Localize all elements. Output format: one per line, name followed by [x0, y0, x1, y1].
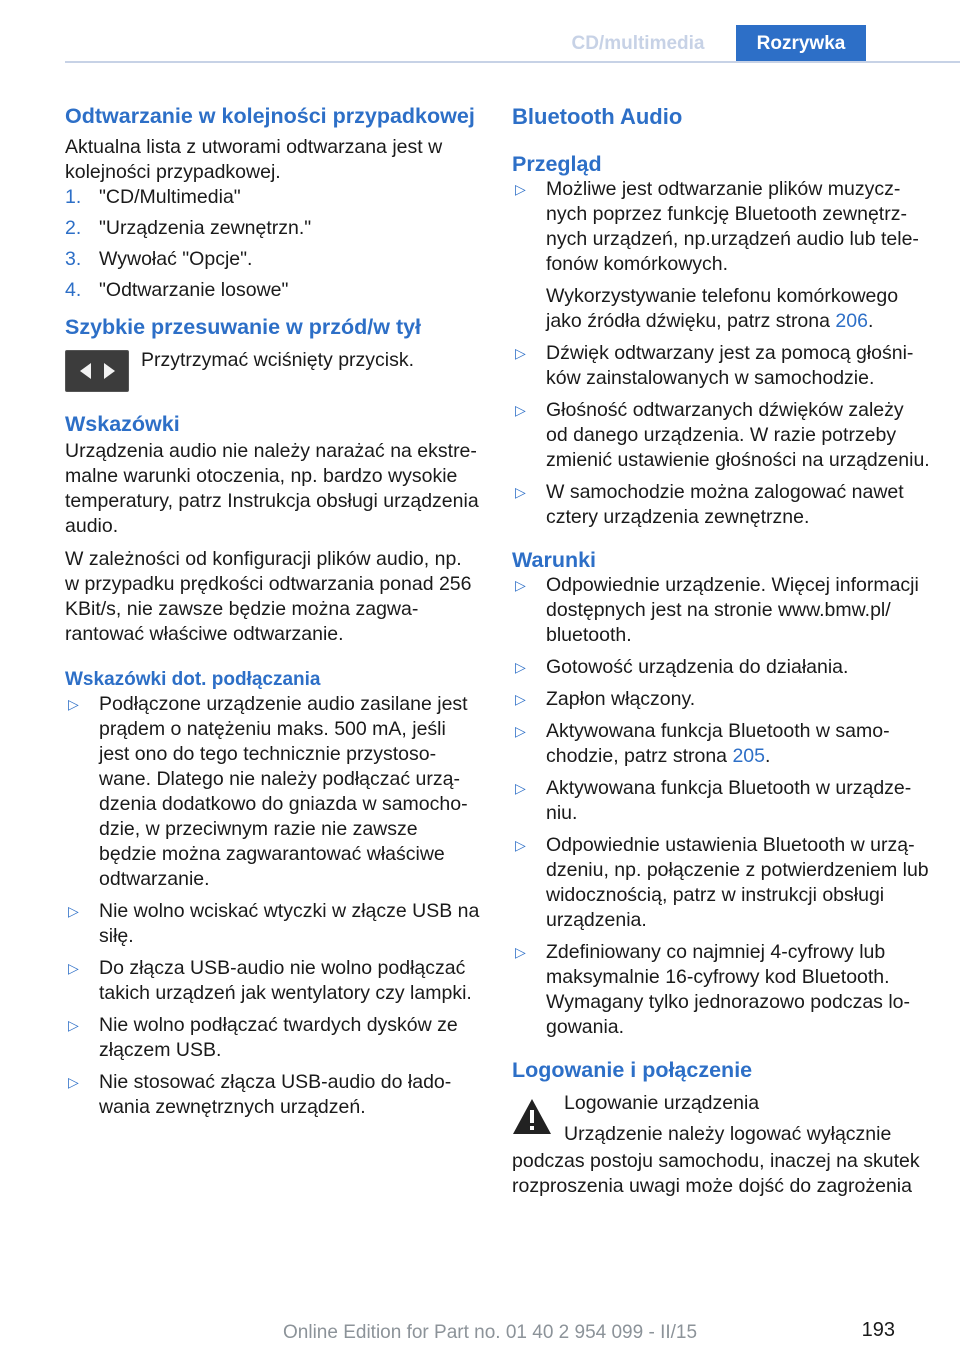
- heading-fast-forward: Szybkie przesuwanie w przód/w tył: [65, 315, 422, 339]
- triangle-bullet-icon: ▷: [515, 659, 526, 675]
- page-number: 193: [861, 1319, 895, 1341]
- triangle-bullet-icon: ▷: [68, 1017, 79, 1033]
- triangle-bullet-icon: ▷: [515, 345, 526, 361]
- step-item: [65, 247, 480, 272]
- heading-conditions: Warunki: [512, 548, 597, 572]
- note-tail: .: [867, 310, 874, 332]
- list-item-tail: .: [764, 745, 771, 767]
- triangle-bullet-icon: ▷: [515, 780, 526, 796]
- list-item-text: Aktywowana funkcja Bluetooth w urządzeniu.: [546, 777, 912, 824]
- list-item: [512, 687, 930, 712]
- list-item: [65, 692, 480, 892]
- list-item: [512, 940, 930, 1040]
- list-item: [512, 833, 930, 933]
- connection-hints-list: [65, 692, 480, 1120]
- step-text: "Urządzenia zewnętrzn.": [99, 217, 312, 239]
- step-number: 3.: [65, 248, 82, 270]
- list-item-text: Nie wolno podłączać twardych dysków ze złączem USB.: [99, 1014, 458, 1061]
- triangle-bullet-icon: ▷: [68, 696, 79, 712]
- list-item: [512, 177, 930, 334]
- list-item-text: Nie stosować złącza USB-audio do ładowania zewnętrznych urządzeń.: [99, 1071, 452, 1118]
- warning-text-block: [564, 1091, 891, 1147]
- list-item-text: W samochodzie można zalogować nawet cztery urządzenia zewnętrzne.: [546, 481, 904, 528]
- triangle-bullet-icon: ▷: [515, 723, 526, 739]
- triangle-bullet-icon: ▷: [515, 837, 526, 853]
- warning-continuation: podczas postoju samochodu, inaczej na skutek rozproszenia uwagi może dojść do zagrożenia: [512, 1150, 920, 1197]
- list-item-text: Zdefiniowany co najmniej 4-cyfrowy lub maksymalnie 16-cyfrowy kod Bluetooth. Wymagany tylko jednorazowo podczas logowania.: [546, 941, 911, 1038]
- list-item-note: [546, 284, 930, 334]
- list-item: [65, 899, 480, 949]
- page-reference-link[interactable]: 206: [835, 310, 868, 332]
- heading-bluetooth-audio: Bluetooth Audio: [512, 104, 683, 129]
- step-number: 1.: [65, 186, 82, 208]
- hints-paragraph-1: Urządzenia audio nie należy narażać na ekstremalne warunki otoczenia, np. bardzo wysokie temperatury, patrz Instrukcja obsługi urządzenia audio.: [65, 440, 479, 537]
- section-tab-cd-multimedia: CD/multimedia: [571, 33, 705, 54]
- list-item-text: Możliwe jest odtwarzanie plików muzycznych poprzez funkcję Bluetooth zewnętrznych urządzeń, np.urządzeń audio lub telefonów komórkowych.: [546, 178, 919, 275]
- seek-forward-icon: [104, 363, 115, 379]
- triangle-bullet-icon: ▷: [68, 960, 79, 976]
- heading-shuffle: Odtwarzanie w kolejności przypadkowej: [65, 104, 475, 128]
- triangle-bullet-icon: ▷: [515, 402, 526, 418]
- triangle-bullet-icon: ▷: [515, 181, 526, 197]
- overview-list: [512, 177, 930, 530]
- list-item: [65, 956, 480, 1006]
- left-column: [65, 104, 480, 1127]
- header-divider: [65, 61, 960, 63]
- list-item: [512, 655, 930, 680]
- list-item-text: Odpowiednie urządzenie. Więcej informacji dostępnych jest na stronie www.bmw.pl/ bluetooth.: [546, 574, 919, 646]
- heading-login-connection: Logowanie i połączenie: [512, 1058, 753, 1082]
- heading-hints: Wskazówki: [65, 412, 180, 436]
- list-item-text: Podłączone urządzenie audio zasilane jest prądem o natężeniu maks. 500 mA, jeśli jest ono do tego technicznie przystosowane. Dlatego nie należy podłączać urządzenia dodatkowo do gniazda w samochodzie, w przeciwnym razie nie zawsze będzie można zagwarantować właściwe odtwarzanie.: [99, 693, 468, 890]
- warning-first-line: Urządzenie należy logować wyłącznie: [564, 1123, 892, 1145]
- step-text: "Odtwarzanie losowe": [99, 279, 289, 301]
- step-number: 4.: [65, 279, 82, 301]
- list-item-text: Aktywowana funkcja Bluetooth w samochodzie, patrz strona: [546, 720, 890, 767]
- triangle-bullet-icon: ▷: [515, 691, 526, 707]
- step-item: [65, 185, 480, 210]
- list-item-text: Do złącza USB-audio nie wolno podłączać takich urządzeń jak wentylatory czy lampki.: [99, 957, 472, 1004]
- warning-row: [512, 1091, 930, 1143]
- note-text: Wykorzystywanie telefonu komórkowego jako źródła dźwięku, patrz strona: [546, 285, 899, 332]
- list-item-text: Odpowiednie ustawienia Bluetooth w urządzeniu, np. połączenie z potwierdzeniem lub widocznością, patrz w instrukcji obsługi urządzenia.: [546, 834, 929, 931]
- edition-note: Online Edition for Part no. 01 40 2 954 099 - II/15: [283, 1322, 698, 1343]
- triangle-bullet-icon: ▷: [515, 577, 526, 593]
- seek-buttons-icon: [65, 350, 129, 392]
- triangle-bullet-icon: ▷: [68, 903, 79, 919]
- step-text: "CD/Multimedia": [99, 186, 241, 208]
- list-item-text: Nie wolno wciskać wtyczki w złącze USB na siłę.: [99, 900, 480, 947]
- section-tab-rozrywka: Rozrywka: [736, 25, 866, 62]
- triangle-bullet-icon: ▷: [515, 944, 526, 960]
- list-item: [512, 719, 930, 769]
- step-item: [65, 278, 480, 303]
- triangle-bullet-icon: ▷: [515, 484, 526, 500]
- list-item-text: Gotowość urządzenia do działania.: [546, 656, 849, 678]
- fast-forward-description: Przytrzymać wciśnięty przycisk.: [141, 349, 415, 371]
- triangle-bullet-icon: ▷: [68, 1074, 79, 1090]
- right-column: [512, 104, 930, 1199]
- warning-title: Logowanie urządzenia: [564, 1092, 760, 1114]
- step-item: [65, 216, 480, 241]
- list-item: [512, 776, 930, 826]
- page-reference-link[interactable]: 205: [732, 745, 765, 767]
- fast-forward-row: [65, 348, 480, 394]
- hints-paragraph-2: W zależności od konfiguracji plików audio, np. w przypadku prędkości odtwarzania ponad 256 KBit/s, nie zawsze będzie można zagwarantować właściwe odtwarzanie.: [65, 548, 472, 645]
- list-item-text: Głośność odtwarzanych dźwięków zależy od danego urządzenia. W razie potrzeby zmienić ustawienie głośności na urządzeniu.: [546, 399, 930, 471]
- list-item: [512, 480, 930, 530]
- heading-connection-hints: Wskazówki dot. podłączania: [65, 669, 321, 690]
- list-item-text: Zapłon włączony.: [546, 688, 696, 710]
- shuffle-steps: [65, 185, 480, 303]
- list-item: [512, 573, 930, 648]
- list-item: [512, 341, 930, 391]
- step-number: 2.: [65, 217, 82, 239]
- page-header: [0, 25, 960, 62]
- warning-triangle-icon: [512, 1097, 552, 1137]
- step-text: Wywołać "Opcje".: [99, 248, 253, 270]
- heading-overview: Przegląd: [512, 152, 602, 176]
- list-item: [65, 1013, 480, 1063]
- conditions-list: [512, 573, 930, 1040]
- list-item-text: Dźwięk odtwarzany jest za pomocą głośników zainstalowanych w samochodzie.: [546, 342, 914, 389]
- list-item: [65, 1070, 480, 1120]
- shuffle-description: Aktualna lista z utworami odtwarzana jest w kolejności przypadkowej.: [65, 136, 443, 183]
- seek-back-icon: [80, 363, 91, 379]
- list-item: [512, 398, 930, 473]
